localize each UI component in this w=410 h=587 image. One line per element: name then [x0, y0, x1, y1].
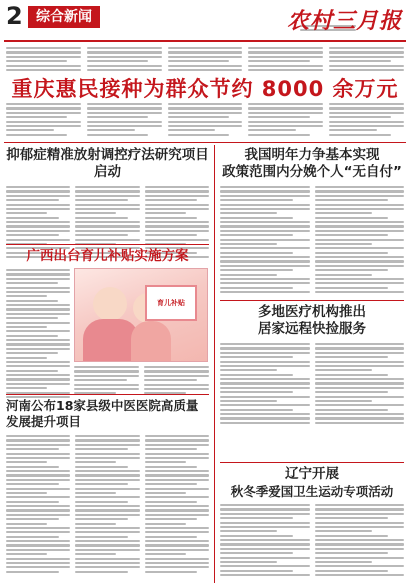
article-right-2 [220, 304, 404, 404]
article-headline: 抑郁症精准放射调控疗法研究项目启动 [6, 147, 209, 180]
top-article-body [6, 103, 404, 139]
text-column [6, 103, 81, 139]
section-rule [4, 142, 406, 143]
article-headline: 我国明年力争基本实现 [244, 147, 380, 163]
text-column [6, 269, 70, 398]
top-article [6, 45, 404, 140]
article-left-3 [6, 398, 209, 580]
childcare-photo [74, 268, 208, 362]
section-rule [6, 394, 209, 395]
article-headline: 多地医疗机构推出 [258, 304, 366, 320]
article-headline: 河南公布18家县级中医医院高质量发展提升项目 [6, 398, 199, 429]
top-article-lead [6, 47, 404, 73]
article-left-2-tail [74, 366, 209, 390]
article-headline-line2: 秋冬季爱国卫生运动专项活动 [230, 484, 394, 499]
text-column [144, 366, 209, 394]
text-column [145, 435, 209, 573]
text-column [248, 103, 323, 139]
text-column [220, 504, 310, 576]
text-column [220, 186, 310, 293]
article-headline: 辽宁开展 [285, 466, 339, 482]
text-column [87, 103, 162, 139]
page-number: 2 [6, 2, 23, 30]
column-rule [214, 145, 215, 583]
text-column [6, 435, 70, 573]
text-column [6, 47, 81, 73]
main-headline: 重庆惠民接种为群众节约 8000 余万元 [11, 77, 399, 101]
text-column [220, 343, 310, 424]
section-rule [6, 244, 209, 245]
masthead-logo: 农村三月报 [286, 8, 402, 34]
text-column [75, 435, 139, 573]
header-rule [4, 40, 406, 42]
section-rule [220, 462, 404, 463]
page-header [0, 0, 410, 42]
text-column [168, 103, 243, 139]
parent-figure [93, 287, 127, 321]
article-headline-line2: 居家远程快捡服务 [258, 321, 366, 337]
text-column [168, 47, 243, 73]
section-rule [220, 300, 404, 301]
article-headline-line2: 政策范围内分娩个人“无自付” [222, 164, 402, 180]
text-column [315, 186, 405, 293]
article-right-1 [220, 147, 404, 297]
section-banner: 综合新闻 [28, 6, 100, 28]
text-column [329, 103, 404, 139]
article-headline: 广西出台育儿补贴实施方案 [26, 248, 189, 264]
article-left-1 [6, 147, 209, 242]
text-column [315, 343, 405, 424]
text-column [74, 366, 139, 394]
text-column [87, 47, 162, 73]
photo-sign: 育儿补贴 [145, 285, 197, 321]
article-right-3 [220, 466, 404, 582]
text-column [329, 47, 404, 73]
text-column [248, 47, 323, 73]
text-column [315, 504, 405, 576]
